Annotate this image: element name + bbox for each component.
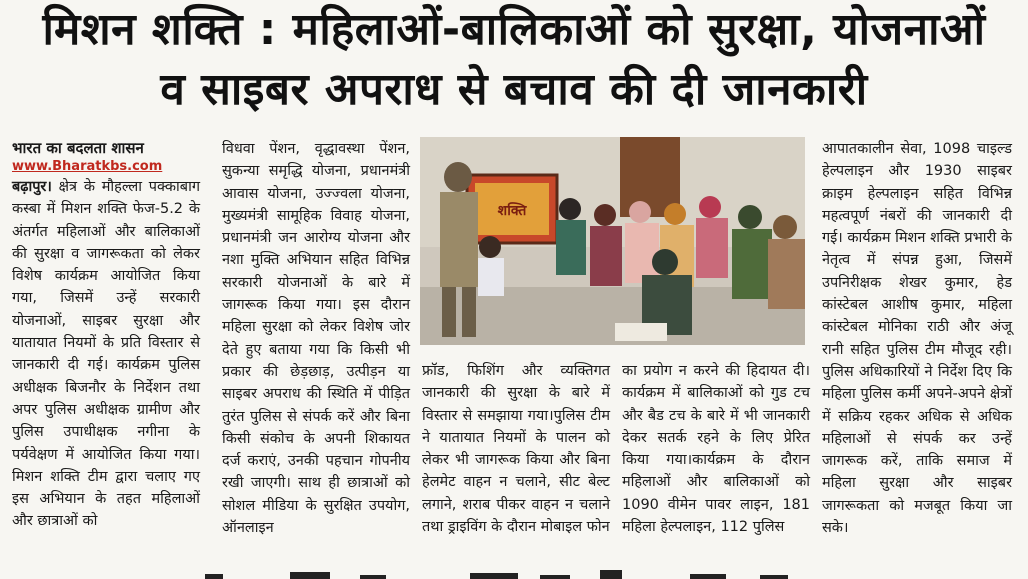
headline-line-2: व साइबर अपराध से बचाव की दी जानकारी (160, 64, 868, 115)
article-column-5 (822, 138, 1012, 539)
article-column-1 (12, 138, 200, 533)
article-text-col5: आपातकालीन सेवा, 1098 चाइल्ड हेल्पलाइन और 1930 साइबर क्राइम हेल्पलाइन सहित विभिन्न महत्वपूर्ण नंबरों की जानकारी दी गई। कार्यक्रम मिशन शक्ति प्रभारी के नेतृत्व में संपन्न हुआ, जिसमें उपनिरीक्षक शेखर कुमार, हेड कांस्टेबल आशीष कुमार, महिला कांस्टेबल मोनिका राठी और अंजू रानी सहित पुलिस टीम मौजूद रही। पुलिस अधिकारियों ने निर्देश दिए कि महिला पुलिस कर्मी अपने-अपने क्षेत्रों में सक्रिय रहकर अधिक से अधिक महिलाओं से संपर्क कर उन्हें जागरूक करें, ताकि समाज में महिला सुरक्षा और साइबर जागरूकता को मजबूत किया जा सके। (822, 141, 1012, 537)
news-photo (420, 137, 805, 345)
article-paragraph-1 (12, 176, 200, 533)
article-text-col2: विधवा पेंशन, वृद्धावस्था पेंशन, सुकन्या समृद्धि योजना, प्रधानमंत्री आवास योजना, उज्ज्वला योजना, मुख्यमंत्री सामूहिक विवाह योजना, प्रधानमंत्री जन आरोग्य योजना और नशा मुक्ति अभियान सहित विभिन्न सरकारी योजनाओं के बारे में जागरूक किया गया। इस दौरान महिला सुरक्षा को लेकर विशेष जोर देते हुए बताया गया कि किसी भी प्रकार की छेड़छाड़, उत्पीड़न या साइबर अपराध की स्थिति में पीड़ित तुरंत पुलिस से संपर्क करें और बिना किसी संकोच के अपनी शिकायत दर्ज कराएं, उनकी पहचान गोपनीय रखी जाएगी। साथ ही छात्राओं को सोशल मीडिया के सुरक्षित उपयोग, ऑनलाइन (222, 141, 410, 537)
source-website-link[interactable]: www.Bharatkbs.com (12, 159, 163, 174)
article-column-2 (222, 138, 410, 539)
photo-illustration (420, 137, 805, 345)
headline-line-1: मिशन शक्ति : महिलाओं-बालिकाओं को सुरक्षा, योजनाओं (42, 4, 986, 55)
article-text-col3: फ्रॉड, फिशिंग और व्यक्तिगत जानकारी की सुरक्षा के बारे में विस्तार से समझाया गया।पुलिस टीम ने यातायात नियमों के पालन को लेकर भी जागरूक किया और बिना हेलमेट वाहन न चलाने, सीट बेल्ट लगाने, शराब पीकर वाहन न चलाने तथा ड्राइविंग के दौरान मोबाइल फोन (422, 363, 610, 536)
next-headline-cutoff (0, 565, 1028, 579)
article-column-3 (422, 360, 610, 538)
dateline: बढ़ापुर। (12, 179, 52, 195)
article-text-col1: क्षेत्र के मौहल्ला पक्काबाग कस्बा में मिशन शक्ति फेज-5.2 के अंतर्गत महिलाओं और बालिकाओं की सुरक्षा व जागरूकता को लेकर विशेष कार्यक्रम आयोजित किया गया, जिसमें उन्हें सरकारी योजनाओं, साइबर सुरक्षा और यातायात नियमों के प्रति विस्तार से जानकारी दी गई। कार्यक्रम पुलिस अधीक्षक बिजनौर के निर्देशन तथा अपर पुलिस अधीक्षक ग्रामीण और पुलिस उपाधीक्षक नगीना के पर्यवेक्षण में आयोजित किया गया। मिशन शक्ति टीम द्वारा चलाए गए इस अभियान के तहत महिलाओं और छात्राओं को (12, 179, 201, 530)
source-brand: भारत का बदलता शासन (12, 139, 144, 157)
article-column-4 (622, 360, 810, 538)
photo-banner-text: शक्ति (497, 203, 527, 219)
article-text-col4: का प्रयोग न करने की हिदायत दी। कार्यक्रम में बालिकाओं को गुड टच और बैड टच के बारे में भी जानकारी देकर सतर्क रहने के लिए प्रेरित किया गया।कार्यक्रम के दौरान महिलाओं और बालिकाओं को 1090 वीमेन पावर लाइन, 181 महिला हेल्पलाइन, 112 पुलिस (622, 363, 810, 536)
